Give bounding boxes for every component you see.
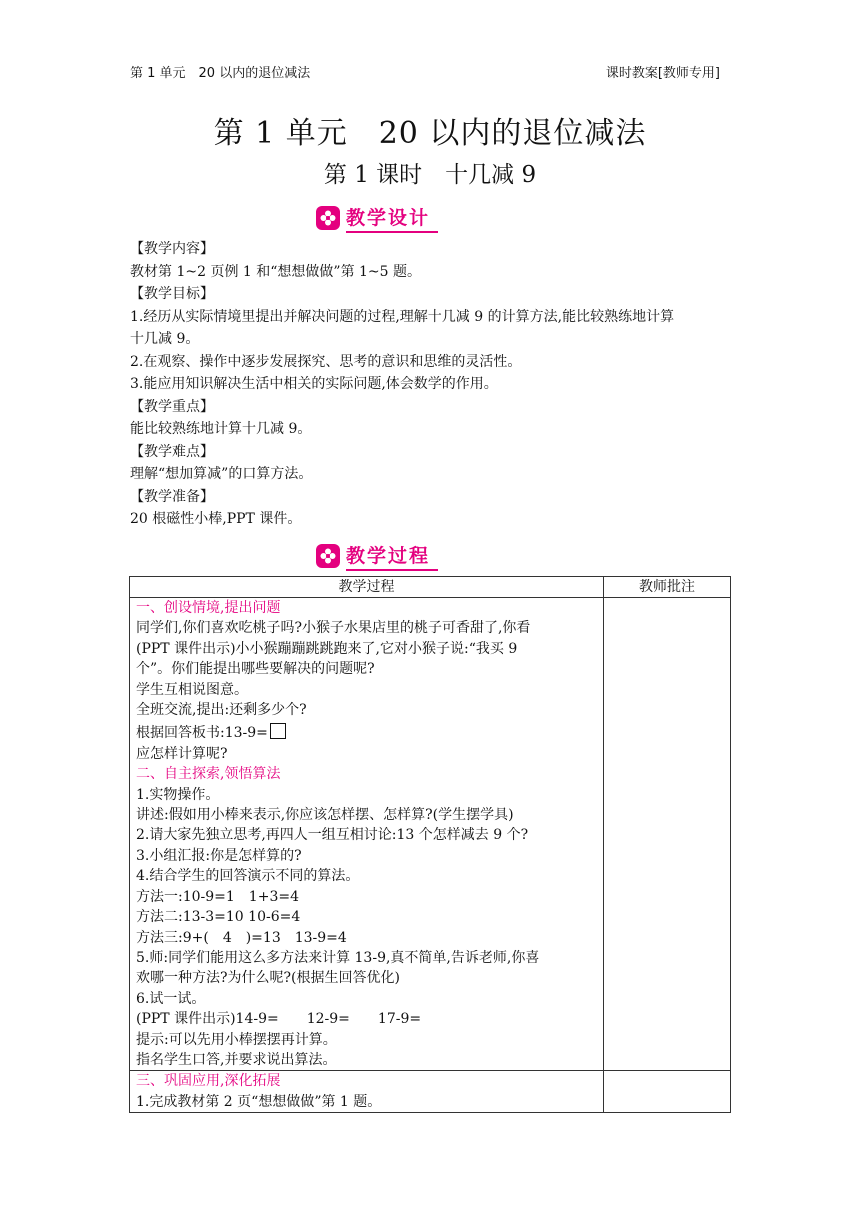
content-text: 教材第 1~2 页例 1 和“想想做做”第 1~5 题。 [130,263,422,280]
text-line: 2.请大家先独立思考,再四人一组互相讨论:13 个怎样减去 9 个? [136,827,529,844]
board-line [136,723,597,743]
text-line: 指名学生口答,并要求说出算法。 [136,1051,337,1068]
process-table [129,576,731,1113]
running-header-left: 第 1 单元 20 以内的退位减法 [130,66,311,81]
key-text: 能比较熟练地计算十几减 9。 [130,421,312,437]
difficulty-heading: 【教学难点】 [130,443,214,460]
text-line: 学生互相说图意。 [136,681,248,698]
text-line: 根据回答板书:13-9= [136,725,268,742]
text-line: 全班交流,提出:还剩多少个? [136,702,307,719]
text-line: 个”。你们能提出哪些要解决的问题呢? [136,661,375,678]
answer-box [270,723,286,739]
text-line: 1.实物操作。 [136,786,220,803]
text-line: 应怎样计算呢? [136,745,228,762]
goal-1b: 十几减 9。 [130,331,200,347]
prep-text: 20 根磁性小棒,PPT 课件。 [130,511,302,527]
text-line: 3.小组汇报:你是怎样算的? [136,847,302,864]
text-line: 同学们,你们喜欢吃桃子吗?小猴子水果店里的桃子可香甜了,你看 [136,620,531,637]
section-3-title: 三、巩固应用,深化拓展 [136,1073,281,1090]
prep-heading: 【教学准备】 [130,488,214,505]
section-1-title: 一、创设情境,提出问题 [136,600,281,616]
running-header-right: 课时教案[教师专用] [605,66,720,81]
col-header-notes: 教师批注 [604,577,731,598]
goal-1a: 1.经历从实际情境里提出并解决问题的过程,理解十几减 9 的计算方法,能比较熟练地计算 [130,308,675,325]
design-banner [316,204,438,232]
text-line: 1.完成教材第 2 页“想想做做”第 1 题。 [136,1093,382,1110]
text-line: 方法三:9+( 4 )=13 13-9=4 [136,929,347,946]
text-line: 方法二:13-3=10 10-6=4 [136,909,301,926]
table-row [130,1071,731,1113]
text-line: 5.师:同学们能用这么多方法来计算 13-9,真不简单,告诉老师,你喜 [136,949,540,966]
col-header-process: 教学过程 [130,577,604,598]
notes-cell [604,598,731,1071]
section-3-cell [130,1071,604,1113]
goal-2: 2.在观察、操作中逐步发展探究、思考的意识和思维的灵活性。 [130,353,522,370]
notes-cell [604,1071,731,1113]
text-line: 欢哪一种方法?为什么呢?(根据生回答优化) [136,970,400,987]
text-line: 方法一:10-9=1 1+3=4 [136,888,299,905]
lesson-title: 第 1 课时 十几减 9 [323,162,537,188]
design-section [130,238,730,531]
goal-3: 3.能应用知识解决生活中相关的实际问题,体会数学的作用。 [130,376,498,392]
difficulty-text: 理解“想加算减”的口算方法。 [130,466,313,482]
text-line: (PPT 课件出示)14-9= 12-9= 17-9= [136,1011,422,1028]
section-2-title: 二、自主探索,领悟算法 [136,766,281,783]
flower-icon [316,544,340,568]
unit-title: 第 1 单元 20 以内的退位减法 [213,116,647,151]
section-1-cell [130,598,604,1071]
process-banner [316,542,438,570]
text-line: (PPT 课件出示)小小猴蹦蹦跳跳跑来了,它对小猴子说:“我买 9 [136,640,518,657]
table-header-row [130,577,731,598]
table-row [130,598,731,1071]
process-banner-label: 教学过程 [346,541,438,571]
flower-icon [316,206,340,230]
text-line: 6.试一试。 [136,990,206,1007]
text-line: 讲述:假如用小棒来表示,你应该怎样摆、怎样算?(学生摆学具) [136,807,514,824]
design-banner-label: 教学设计 [346,203,438,233]
goals-heading: 【教学目标】 [130,286,214,302]
content-heading: 【教学内容】 [130,241,214,257]
text-line: 4.结合学生的回答演示不同的算法。 [136,868,360,885]
text-line: 提示:可以先用小棒摆摆再计算。 [136,1031,337,1048]
key-heading: 【教学重点】 [130,398,214,415]
